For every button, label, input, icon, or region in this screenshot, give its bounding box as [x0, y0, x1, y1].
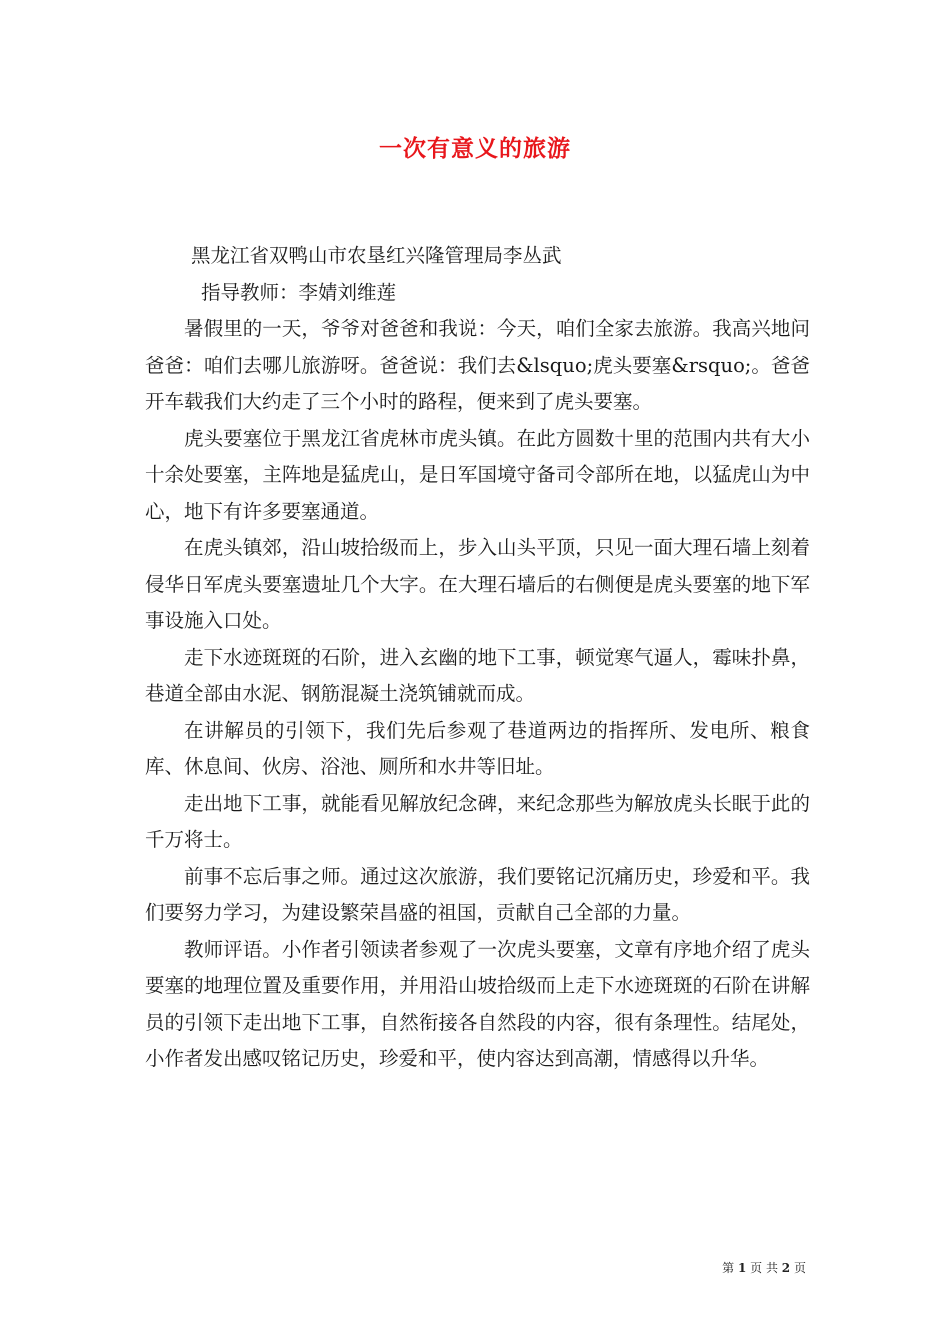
paragraph: 在虎头镇郊，沿山坡拾级而上，步入山头平顶，只见一面大理石墙上刻着侵华日军虎头要塞遗址几个大字。在大理石墙后的右侧便是虎头要塞的地下军事设施入口处。	[145, 536, 810, 632]
page-number-footer	[722, 1259, 806, 1276]
paragraph: 在讲解员的引领下，我们先后参观了巷道两边的指挥所、发电所、粮食库、休息间、伙房、浴池、厕所和水井等旧址。	[145, 718, 810, 778]
author-line: 黑龙江省双鸭山市农垦红兴隆管理局李丛武	[191, 244, 562, 267]
footer-prefix: 第	[722, 1261, 735, 1275]
paragraph: 虎头要塞位于黑龙江省虎林市虎头镇。在此方圆数十里的范围内共有大小十余处要塞，主阵地是猛虎山，是日军国境守备司令部所在地，以猛虎山为中心，地下有许多要塞通道。	[145, 426, 810, 523]
paragraph: 走出地下工事，就能看见解放纪念碑，来纪念那些为解放虎头长眠于此的千万将士。	[145, 791, 810, 851]
footer-suffix: 页	[793, 1261, 806, 1275]
document-title: 一次有意义的旅游	[379, 135, 571, 162]
footer-total-pages: 2	[781, 1261, 791, 1275]
footer-current-page: 1	[737, 1261, 747, 1275]
paragraph: 暑假里的一天，爷爷对爸爸和我说：今天，咱们全家去旅游。我高兴地问爸爸：咱们去哪儿旅游呀。爸爸说：我们去&lsquo;虎头要塞&rsquo;。爸爸开车载我们大约走了三个小时的路程，便来到了虎头要塞。	[145, 317, 810, 413]
teacher-line: 指导教师：李婧刘维莲	[201, 280, 397, 304]
footer-middle: 页 共	[750, 1261, 778, 1275]
document-body	[145, 238, 810, 1078]
paragraph: 教师评语。小作者引领读者参观了一次虎头要塞，文章有序地介绍了虎头要塞的地理位置及重要作用，并用沿山坡拾级而上走下水迹斑斑的石阶在讲解员的引领下走出地下工事，自然衔接各自然段的内容，很有条理性。结尾处，小作者发出感叹铭记历史，珍爱和平，使内容达到高潮，情感得以升华。	[145, 937, 810, 1070]
paragraph: 前事不忘后事之师。通过这次旅游，我们要铭记沉痛历史，珍爱和平。我们要努力学习，为建设繁荣昌盛的祖国，贡献自己全部的力量。	[145, 864, 810, 924]
paragraph: 走下水迹斑斑的石阶，进入玄幽的地下工事，顿觉寒气逼人，霉味扑鼻，巷道全部由水泥、钢筋混凝土浇筑铺就而成。	[145, 645, 810, 705]
